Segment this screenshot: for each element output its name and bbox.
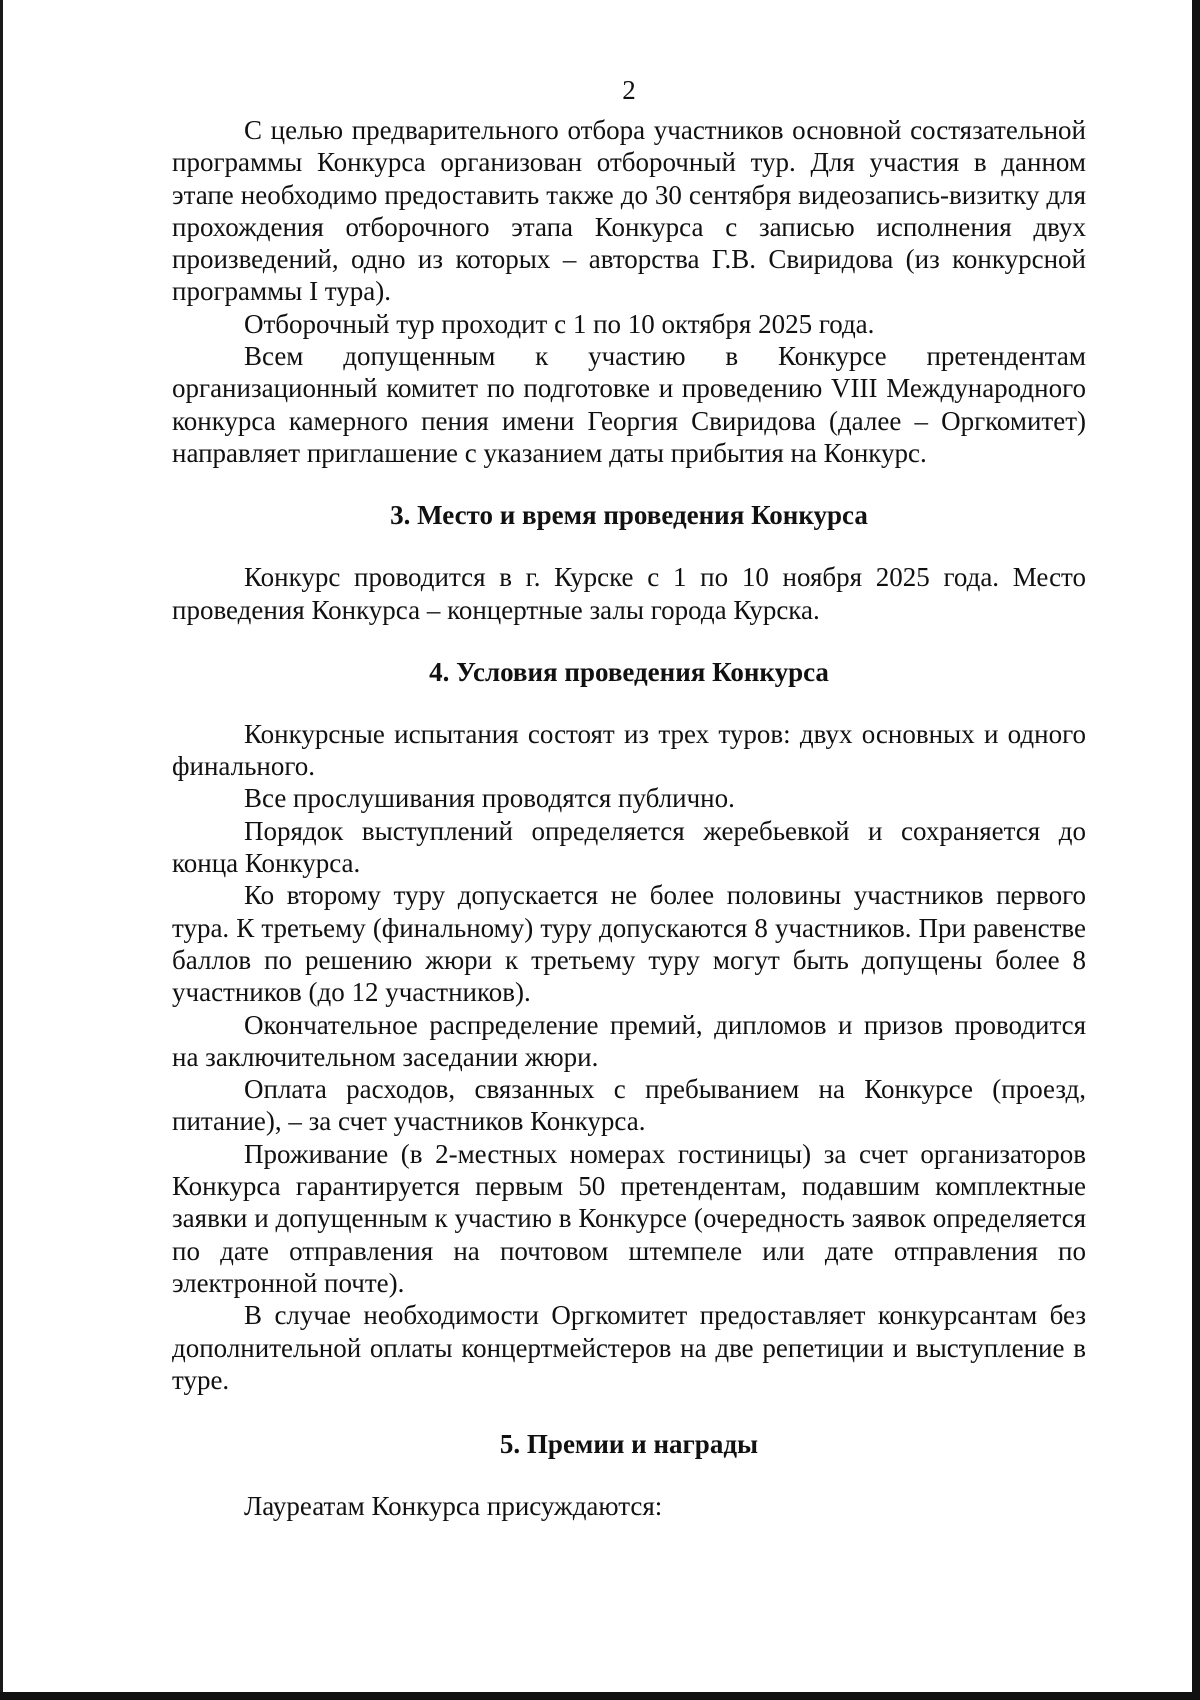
paragraph-selection-round: С целью предварительного отбора участников основной состязательной программы Конкурса организован отборочный тур. Для участия в данном этапе необходимо предоставить также до 30 сентября видеозапись-визитку для прохождения отборочного этапа Конкурса с записью исполнения двух произведений, одно из которых – авторства Г.В. Свиридова (из конкурсной программы I тура).: [172, 115, 1086, 307]
section-heading-conditions: 4. Условия проведения Конкурса: [429, 656, 829, 687]
section-heading-place-time: 3. Место и время проведения Конкурса: [390, 500, 868, 531]
paragraph-accommodation: Проживание (в 2-местных номерах гостиницы) за счет организаторов Конкурса гарантируется первым 50 претендентам, подавшим комплектные заявки и допущенным к участию в Конкурсе (очередность заявок определяется по дате отправления на почтовом штемпеле или дате отправления по электронной почте).: [172, 1138, 1086, 1298]
scan-border-right: [1192, 0, 1200, 1700]
scan-border-bottom: [0, 1692, 1200, 1700]
paragraph-rounds: Конкурсные испытания состоят из трех туров: двух основных и одного финального.: [172, 718, 1086, 782]
paragraph-prize-distribution: Окончательное распределение премий, дипломов и призов проводится на заключительном заседании жюри.: [172, 1009, 1086, 1072]
paragraph-accompanists: В случае необходимости Оргкомитет предоставляет конкурсантам без дополнительной оплаты концертмейстеров на две репетиции и выступление в туре.: [172, 1300, 1086, 1395]
paragraph-expenses: Оплата расходов, связанных с пребыванием на Конкурсе (проезд, питание), – за счет участников Конкурса.: [172, 1074, 1086, 1137]
scan-border-left: [0, 0, 3, 1700]
page-number: 2: [622, 75, 636, 105]
paragraph-venue: Конкурс проводится в г. Курске с 1 по 10 ноября 2025 года. Место проведения Конкурса – концертные залы города Курска.: [172, 562, 1086, 625]
paragraph-admission-rules: Ко второму туру допускается не более половины участников первого тура. К третьему (финальному) туру допускаются 8 участников. При равенстве баллов по решению жюри к третьему туру могут быть допущены более 8 участников (до 12 участников).: [172, 880, 1086, 1008]
paragraph-draw-order: Порядок выступлений определяется жеребьевкой и сохраняется до конца Конкурса.: [172, 815, 1086, 879]
paragraph-selection-dates: Отборочный тур проходит с 1 по 10 октября 2025 года.: [244, 308, 875, 339]
paragraph-laureates: Лауреатам Конкурса присуждаются:: [244, 1491, 663, 1522]
section-heading-prizes: 5. Премии и награды: [499, 1429, 759, 1460]
paragraph-invitation: Всем допущенным к участию в Конкурсе претендентам организационный комитет по подготовке и проведению VIII Международного конкурса камерного пения имени Георгия Свиридова (далее – Оргкомитет) направляет приглашение с указанием даты прибытия на Конкурс.: [172, 341, 1086, 468]
document-page: [172, 74, 1086, 1522]
paragraph-public-auditions: Все прослушивания проводятся публично.: [244, 783, 735, 814]
